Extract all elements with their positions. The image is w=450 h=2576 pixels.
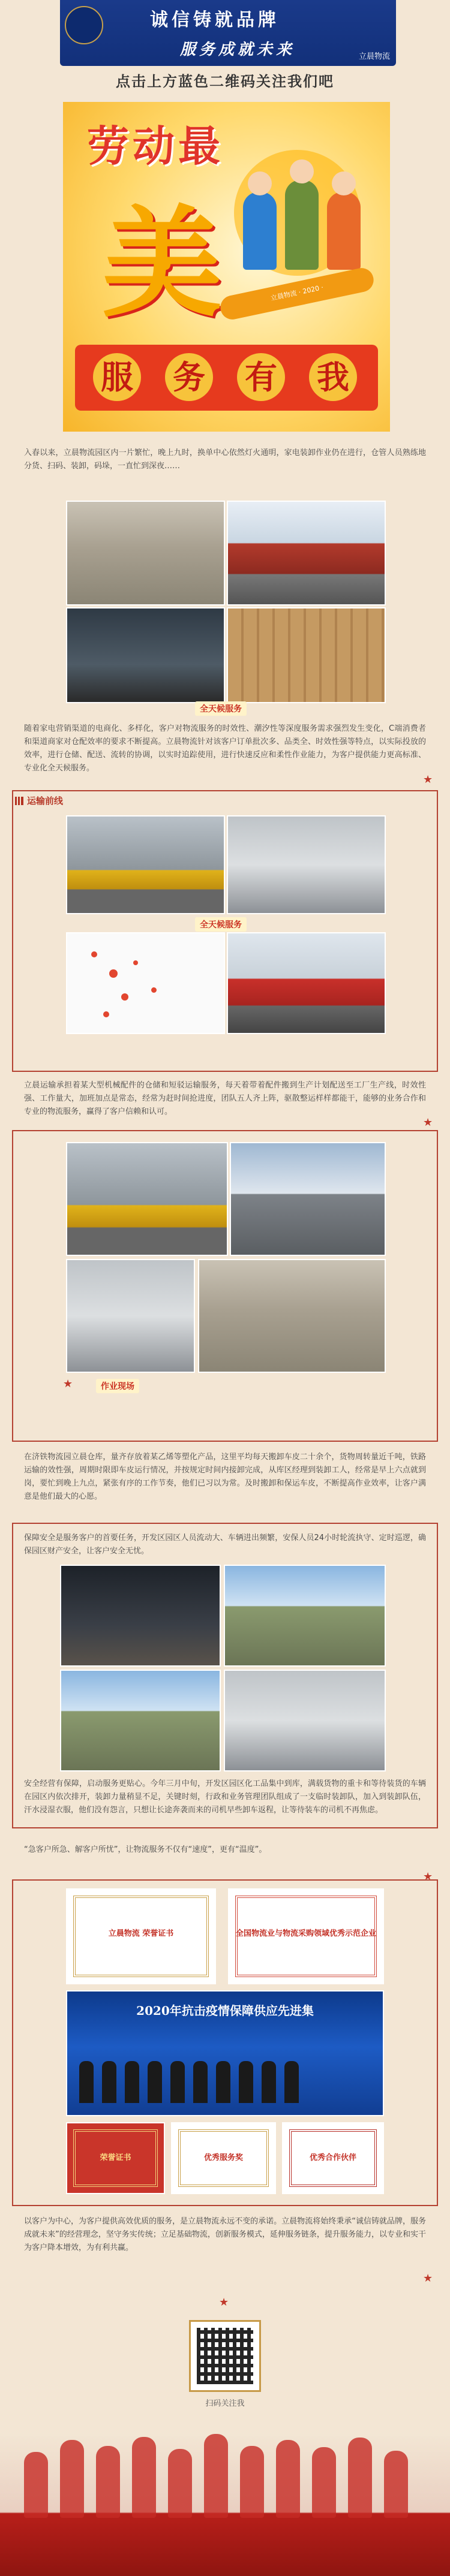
brand-name: 立晨物流: [358, 52, 390, 61]
photo-forklift-warehouse: [66, 1142, 228, 1256]
footer-illustration: [0, 2434, 450, 2576]
certificate-2: 全国物流业与物流采购领域优秀示范企业: [228, 1888, 384, 1984]
bars-icon: [15, 797, 23, 805]
certificate-5: 优秀合作伙伴: [282, 2122, 384, 2194]
safety-text-1: 保障安全是服务客户的首要任务，开发区园区人员流动大、车辆进出频繁，安保人员24小时轮流执守、定时巡逻，确保园区财产安全，让客户安全无忧。: [24, 1533, 426, 1556]
full-service-label: 全天候服务: [195, 701, 247, 716]
transport-photo-label: 全天候服务: [195, 917, 247, 932]
star-icon: ★: [423, 773, 433, 786]
photo-park-gate: [224, 1565, 386, 1667]
service-char-3: 有: [237, 353, 285, 401]
photo-warehouse-night: [66, 501, 225, 605]
star-icon: ★: [423, 1116, 433, 1129]
service-char-2: 务: [165, 353, 213, 401]
photo-storage-hall: [66, 1259, 195, 1373]
service-char-1: 服: [93, 353, 141, 401]
service-banner: [75, 345, 378, 411]
follow-tip[interactable]: 点击上方蓝色二维码关注我们吧: [116, 73, 334, 90]
star-icon: ★: [423, 2272, 433, 2285]
photo-bag-stacks: [198, 1259, 386, 1373]
service-char-4: 我: [309, 353, 357, 401]
qr-code[interactable]: [189, 2320, 261, 2392]
safety-text-3: “急客户所急、解客户所忧”，让物流服务不仅有“速度”，更有“温度”。: [24, 1845, 267, 1854]
photo-red-trucks: [227, 932, 386, 1034]
full-service-text: 随着家电营销渠道的电商化、多样化，客户对物流服务的时效性、潮汐性等深度服务需求强烈发生变化，C端消费者和渠道商家对仓配效率的要求不断提高。立晨物流针对该客户订单批次多、品类全、时效性强等特点，以实际投放的效率，进行仓储、配送、流转的协调，以实时追踪使用，进行快速反应和柔性作业能力，为客户提供能力更高标准、专业化全天候服务。: [24, 724, 426, 773]
site-photo-label: 作业现场: [96, 1379, 139, 1393]
photo-worker-scan: [66, 607, 225, 703]
qr-caption: 扫码关注我: [205, 2399, 245, 2408]
site-text: 在济铁物流园立晨仓库，量齐存放着某乙烯等塑化产品，这里平均每天搬卸车皮二十余个，货物周转量近千吨，铁路运输的效性强，周期时限即车皮运行情况，并按规定时间内接卸完成，从库区经理到装卸工人，经常是早上六点就到岗，要忙到晚上九点，紧张有序的工作节奏，他们已习以为常。及时搬卸和保运车皮，不断提高作业效率，让客户满意是他们最大的心愿。: [24, 1453, 426, 1501]
star-icon: ★: [423, 1870, 433, 1883]
certificate-4: 优秀服务奖: [171, 2122, 276, 2194]
intro-text: 入春以来，立晨物流园区内一片繁忙，晚上九时，换单中心依然灯火通明，家电装卸作业仍在进行，仓管人员熟练地分货、扫码、装卸，码垛，一直忙到深夜……: [24, 448, 426, 471]
transport-section-title: 运输前线: [15, 794, 63, 807]
photo-team-unloading: [60, 1670, 221, 1771]
workers-illustration: [243, 174, 363, 270]
company-logo: [65, 6, 103, 44]
poster-big-char: 美: [102, 193, 223, 334]
labor-day-poster: [63, 102, 390, 432]
ribbon-text: 立晨物流 · 2020 ·: [269, 283, 325, 303]
photo-stacked-boxes: [227, 607, 386, 703]
header-banner: [60, 0, 396, 66]
photo-security-guard: [60, 1565, 221, 1667]
star-icon: ★: [219, 2296, 229, 2309]
photo-forklift-truck: [66, 815, 225, 914]
star-icon: ★: [63, 1378, 73, 1390]
photo-award-ceremony: [66, 1990, 384, 2116]
certificate-3: 荣誉证书: [66, 2122, 165, 2194]
photo-railway-yard: [230, 1142, 386, 1256]
photo-bag-unloading: [224, 1670, 386, 1771]
honors-text: 以客户为中心，为客户提供高效优质的服务，是立晨物流永远不变的承诺。立晨物流将始终秉承“诚信铸就品牌，服务成就未来”的经营理念，坚守务实传统；立足基础物流，创新服务模式，延伸服务链条，提升服务能力，以专业和实干为客户降本增效，为有利共赢。: [24, 2217, 426, 2252]
safety-text-2: 安全经营有保障，启动服务更贴心。今年三月中旬，开发区园区化工品集中到库，满载货物的重卡和等待装货的车辆在园区内依次排开，装卸力量稍显不足，关键时刻，行政和业务管理团队组成了一支临时装卸队，加入到装卸队伍，汗水浸湿衣服，他们没有怨言，只想让长途奔袭而来的司机早些卸车返程，让等待装车的司机不再焦虑。: [24, 1779, 426, 1815]
ceremony-banner: 2020年抗击疫情保障供应先进集: [136, 2003, 314, 2018]
photo-distribution-map: [66, 932, 225, 1034]
slogan-line-2: 服务成就未来: [180, 41, 296, 59]
poster-title: 劳动最: [87, 121, 224, 171]
photo-parts-warehouse: [227, 815, 386, 914]
certificate-1: 立晨物流 荣誉证书: [66, 1888, 216, 1984]
photo-truck-loading: [227, 501, 386, 605]
slogan-line-1: 诚信铸就品牌: [150, 10, 280, 31]
transport-text: 立晨运输承担着某大型机械配件的仓储和短驳运输服务，每天着带着配件搬到生产计划配送至工厂生产线，时效性强、工作量大，加班加点是常态，经常为赶时间抢进度，团队五人齐上阵，驱散整运样样都能干，能够的业务合作和专业的物流服务，赢得了客户信赖和认可。: [24, 1081, 426, 1116]
